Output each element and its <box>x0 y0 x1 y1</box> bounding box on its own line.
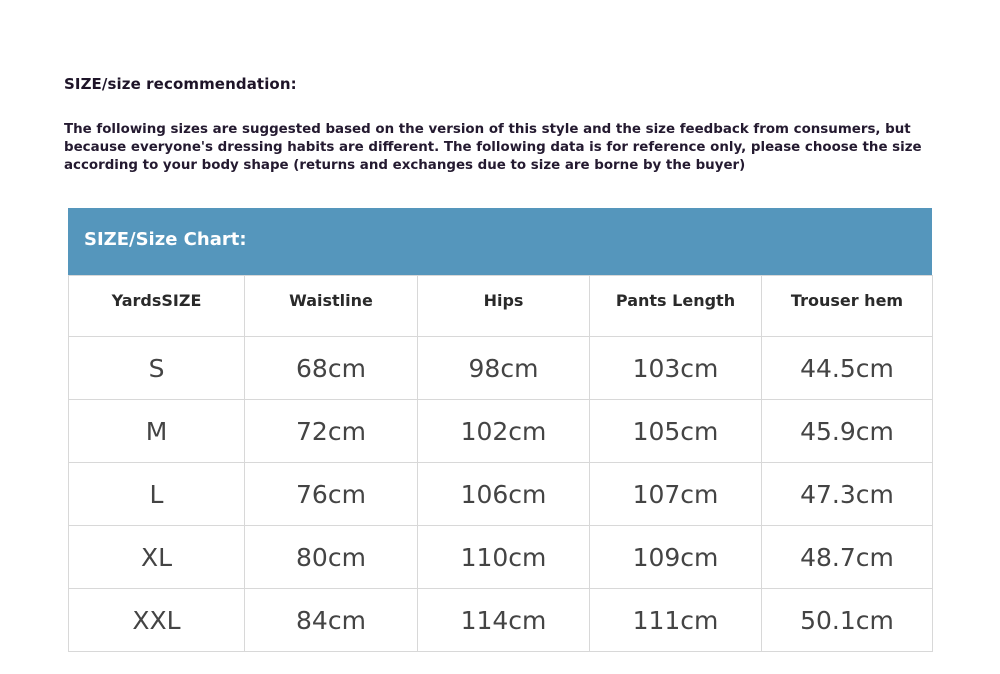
column-header-trouser-hem: Trouser hem <box>762 276 933 337</box>
table-cell: 102cm <box>418 400 590 463</box>
table-cell: 84cm <box>245 589 418 652</box>
table-cell: XL <box>69 526 245 589</box>
table-cell: 80cm <box>245 526 418 589</box>
table-cell: 114cm <box>418 589 590 652</box>
table-cell: XXL <box>69 589 245 652</box>
table-cell: 103cm <box>590 337 762 400</box>
table-cell: 105cm <box>590 400 762 463</box>
table-cell: 106cm <box>418 463 590 526</box>
table-cell: S <box>69 337 245 400</box>
table-cell: 110cm <box>418 526 590 589</box>
size-note-line: according to your body shape (returns and exchanges due to size are borne by the buyer) <box>64 158 746 173</box>
table-cell: 107cm <box>590 463 762 526</box>
table-row <box>69 463 933 526</box>
table-cell: 68cm <box>245 337 418 400</box>
table-row <box>69 589 933 652</box>
table-row <box>69 526 933 589</box>
size-note <box>64 121 944 175</box>
table-cell: 47.3cm <box>762 463 933 526</box>
table-cell: 98cm <box>418 337 590 400</box>
table-cell: 109cm <box>590 526 762 589</box>
table-cell: 72cm <box>245 400 418 463</box>
size-note-line: because everyone's dressing habits are different. The following data is for reference only, please choose the size <box>64 140 922 155</box>
table-cell: 50.1cm <box>762 589 933 652</box>
column-header-waistline: Waistline <box>245 276 418 337</box>
table-row <box>69 337 933 400</box>
page-heading: SIZE/size recommendation: <box>64 75 297 93</box>
table-header-row <box>69 276 933 337</box>
column-header-size: YardsSIZE <box>69 276 245 337</box>
table-cell: 44.5cm <box>762 337 933 400</box>
table-cell: L <box>69 463 245 526</box>
table-cell: 76cm <box>245 463 418 526</box>
table-cell: 48.7cm <box>762 526 933 589</box>
table-cell: 111cm <box>590 589 762 652</box>
size-note-line: The following sizes are suggested based on the version of this style and the size feedback from consumers, but <box>64 122 911 137</box>
table-cell: M <box>69 400 245 463</box>
size-chart-banner <box>68 208 932 275</box>
column-header-pants-length: Pants Length <box>590 276 762 337</box>
size-chart <box>68 208 932 647</box>
table-row <box>69 400 933 463</box>
column-header-hips: Hips <box>418 276 590 337</box>
size-table <box>68 275 933 652</box>
table-cell: 45.9cm <box>762 400 933 463</box>
size-chart-title: SIZE/Size Chart: <box>84 229 247 250</box>
